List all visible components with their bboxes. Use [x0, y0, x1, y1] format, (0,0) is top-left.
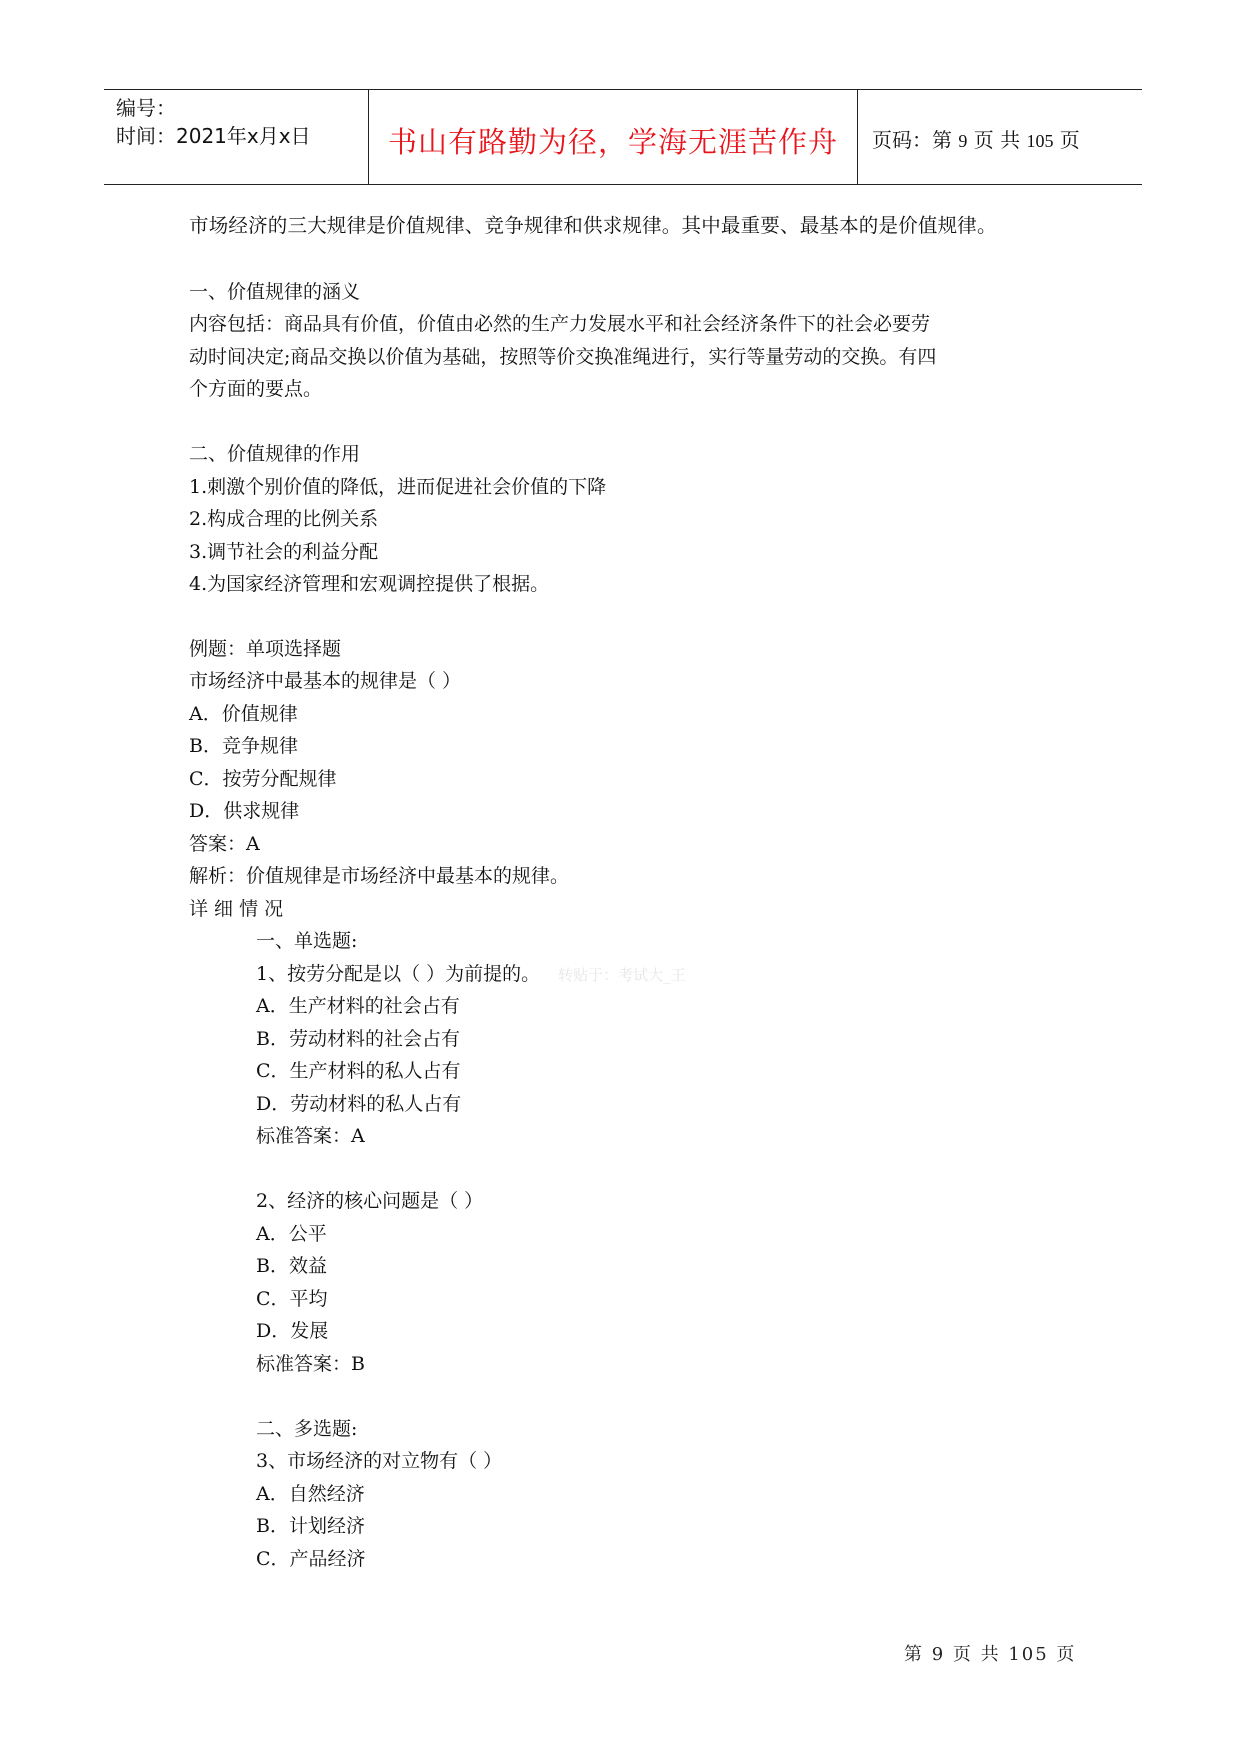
q2-answer: 标准答案：B	[256, 1353, 365, 1375]
section1-line: 动时间决定;商品交换以价值为基础，按照等价交换准绳进行，实行等量劳动的交换。有四	[189, 346, 937, 368]
details-title: 详 细 情 况	[189, 898, 284, 920]
example-option: A．价值规律	[189, 703, 298, 725]
question-1	[256, 961, 686, 988]
q2-option: D．发展	[256, 1320, 329, 1342]
section1-line: 内容包括：商品具有价值，价值由必然的生产力发展水平和社会经济条件下的社会必要劳	[189, 313, 931, 335]
page-total: 105	[1026, 131, 1054, 151]
q2-option: B．效益	[256, 1255, 327, 1277]
header-left-cell	[104, 90, 369, 184]
question-2: 2、经济的核心问题是（ ）	[256, 1190, 484, 1212]
multi-choice-title: 二、多选题:	[256, 1418, 358, 1440]
header-motto-cell	[369, 90, 858, 184]
single-choice-title: 一、单选题:	[256, 930, 358, 952]
q2-option: A．公平	[256, 1223, 327, 1245]
example-answer: 答案：A	[189, 833, 260, 855]
header-page-cell	[858, 90, 1142, 184]
watermark-text: 转贴于：考试大_王	[558, 966, 686, 984]
page-prefix: 页码：第	[872, 128, 952, 152]
section2-title: 二、价值规律的作用	[189, 443, 361, 465]
question-1-text: 1、按劳分配是以（ ）为前提的。	[256, 963, 541, 985]
example-option: B．竞争规律	[189, 735, 298, 757]
q1-option: B．劳动材料的社会占有	[256, 1028, 460, 1050]
q3-option: B．计划经济	[256, 1515, 365, 1537]
page-indicator	[872, 124, 1080, 153]
page-mid: 页 共	[973, 128, 1021, 152]
page-suffix: 页	[1059, 128, 1080, 152]
example-question: 市场经济中最基本的规律是（ ）	[189, 670, 462, 692]
example-explanation: 解析：价值规律是市场经济中最基本的规律。	[189, 865, 570, 887]
motto: 书山有路勤为径，学海无涯苦作舟	[387, 125, 838, 159]
q1-option: D．劳动材料的私人占有	[256, 1093, 462, 1115]
section2-item: 1.刺激个别价值的降低，进而促进社会价值的下降	[189, 476, 607, 498]
intro-paragraph: 市场经济的三大规律是价值规律、竞争规律和供求规律。其中最重要、最基本的是价值规律。	[189, 214, 997, 237]
time-label: 时间：2021年x月x日	[116, 124, 311, 148]
example-option: C．按劳分配规律	[189, 768, 337, 790]
q1-option: C．生产材料的私人占有	[256, 1060, 461, 1082]
example-title: 例题：单项选择题	[189, 638, 342, 660]
q1-answer: 标准答案：A	[256, 1125, 365, 1147]
q1-option: A．生产材料的社会占有	[256, 995, 460, 1017]
section2-item: 3.调节社会的利益分配	[189, 541, 379, 563]
q3-option: A．自然经济	[256, 1483, 365, 1505]
q2-option: C．平均	[256, 1288, 328, 1310]
page-footer: 第 9 页 共 105 页	[904, 1644, 1077, 1665]
section1-line: 个方面的要点。	[189, 378, 323, 400]
section1-title: 一、价值规律的涵义	[189, 281, 361, 303]
page-number: 9	[958, 131, 968, 151]
header-table	[104, 89, 1142, 185]
section2-item: 4.为国家经济管理和宏观调控提供了根据。	[189, 573, 550, 595]
q3-option: C．产品经济	[256, 1548, 366, 1570]
section2-item: 2.构成合理的比例关系	[189, 508, 379, 530]
question-3: 3、市场经济的对立物有（ ）	[256, 1450, 503, 1472]
example-option: D．供求规律	[189, 800, 300, 822]
number-label: 编号：	[116, 96, 176, 120]
